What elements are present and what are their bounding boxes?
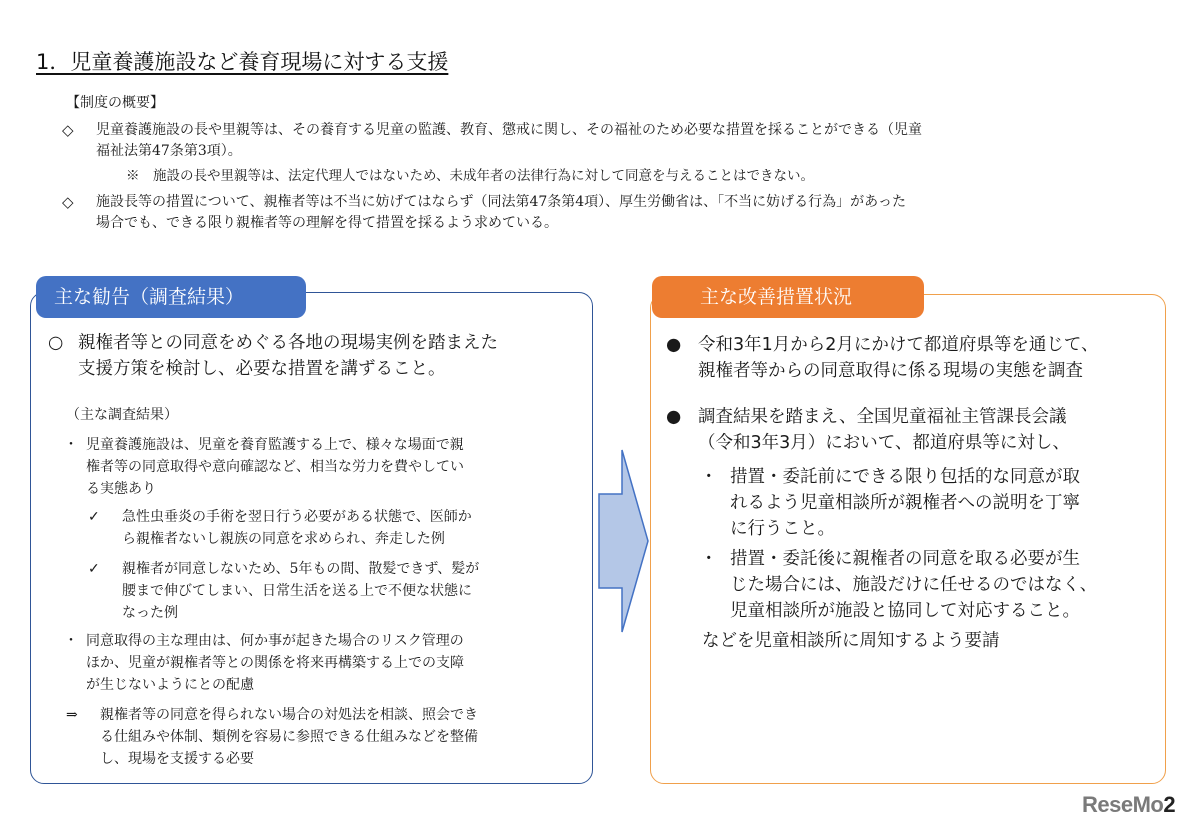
improvement-closing: などを児童相談所に周知するよう要請 <box>702 631 1000 651</box>
page-title: 1．児童養護施設など養育現場に対する支援 <box>36 50 449 74</box>
overview-heading: 【制度の概要】 <box>66 95 164 111</box>
overview-item-2 <box>62 192 1152 236</box>
resemom-logo: ReseMo2 <box>1082 792 1176 817</box>
bullet-dot-icon: ● <box>666 407 682 427</box>
diamond-icon: ◇ <box>62 193 74 211</box>
recommendation-tab: 主な勧告（調査結果） <box>36 276 306 318</box>
bullet-dot-icon: ● <box>666 335 682 355</box>
circle-icon: ○ <box>48 333 64 353</box>
diamond-icon: ◇ <box>62 121 74 139</box>
improvement-sub-2: ・ 措置・委託後に親権者の同意を取る必要が生 じた場合には、施設だけに任せるのではなく、 児童相談所が施設と協同して対応すること。 <box>700 546 1162 626</box>
survey-example-1: ✓ 急性虫垂炎の手術を翌日行う必要がある状態で、医師か ら親権者ないし親族の同意を求められ、奔走した例 <box>88 506 584 552</box>
bullet-icon: ・ <box>700 467 718 487</box>
page-number: 2 <box>1163 792 1176 817</box>
overview-item-1 <box>62 120 1152 164</box>
improvement-item-2: ● 調査結果を踏まえ、全国児童福祉主管課長会議 （令和3年3月）において、都道府県等に対し、 <box>666 404 1162 460</box>
overview-item-text: 施設長等の措置について、親権者等は不当に妨げてはならず（同法第47条第4項）、厚生労働省は、「不当に妨げる行為」があった 場合でも、できる限り親権者等の理解を得て措置を採るよう求めている。 <box>96 194 907 231</box>
survey-bullet-1: ・ 児童養護施設は、児童を養育監護する上で、様々な場面で親 権者等の同意取得や意向確認など、相当な労力を費やしてい る実態あり <box>64 434 584 502</box>
bullet-icon: ・ <box>64 633 78 649</box>
right-arrow-icon <box>598 448 650 634</box>
bullet-icon: ・ <box>700 549 718 569</box>
survey-example-2: ✓ 親権者が同意しないため、5年もの間、散髪できず、髪が 腰まで伸びてしまい、日常生活を送る上で不便な状態に なった例 <box>88 558 584 626</box>
overview-note: ※ 施設の長や里親等は、法定代理人ではないため、未成年者の法律行為に対して同意を与えることはできない。 <box>126 168 814 184</box>
improvement-tab: 主な改善措置状況 <box>652 276 924 318</box>
recommendation-main: ○ 親権者等との同意をめぐる各地の現場実例を踏まえた 支援方策を検討し、必要な措置を講ずること。 <box>48 330 588 386</box>
survey-bullet-2: ・ 同意取得の主な理由は、何か事が起きた場合のリスク管理の ほか、児童が親権者等との関係を将来再構築する上での支障 が生じないようにとの配慮 <box>64 630 584 698</box>
overview-item-text: 児童養護施設の長や里親等は、その養育する児童の監護、教育、懲戒に関し、その福祉のため必要な措置を採ることができる（児童 福祉法第47条第3項）。 <box>96 122 922 159</box>
improvement-item-1: ● 令和3年1月から2月にかけて都道府県等を通じて、 親権者等からの同意取得に係る現場の実態を調査 <box>666 332 1162 388</box>
survey-subheading: （主な調査結果） <box>66 407 178 423</box>
survey-conclusion: ⇒ 親権者等の同意を得られない場合の対処法を相談、照会でき る仕組みや体制、類例を容易に参照できる仕組みなどを整備 し、現場を支援する必要 <box>66 704 586 772</box>
check-icon: ✓ <box>88 561 100 577</box>
improvement-sub-1: ・ 措置・委託前にできる限り包括的な同意が取 れるよう児童相談所が親権者への説明を丁寧 に行うこと。 <box>700 464 1162 544</box>
check-icon: ✓ <box>88 509 100 525</box>
bullet-icon: ・ <box>64 437 78 453</box>
implies-arrow-icon: ⇒ <box>66 707 78 723</box>
